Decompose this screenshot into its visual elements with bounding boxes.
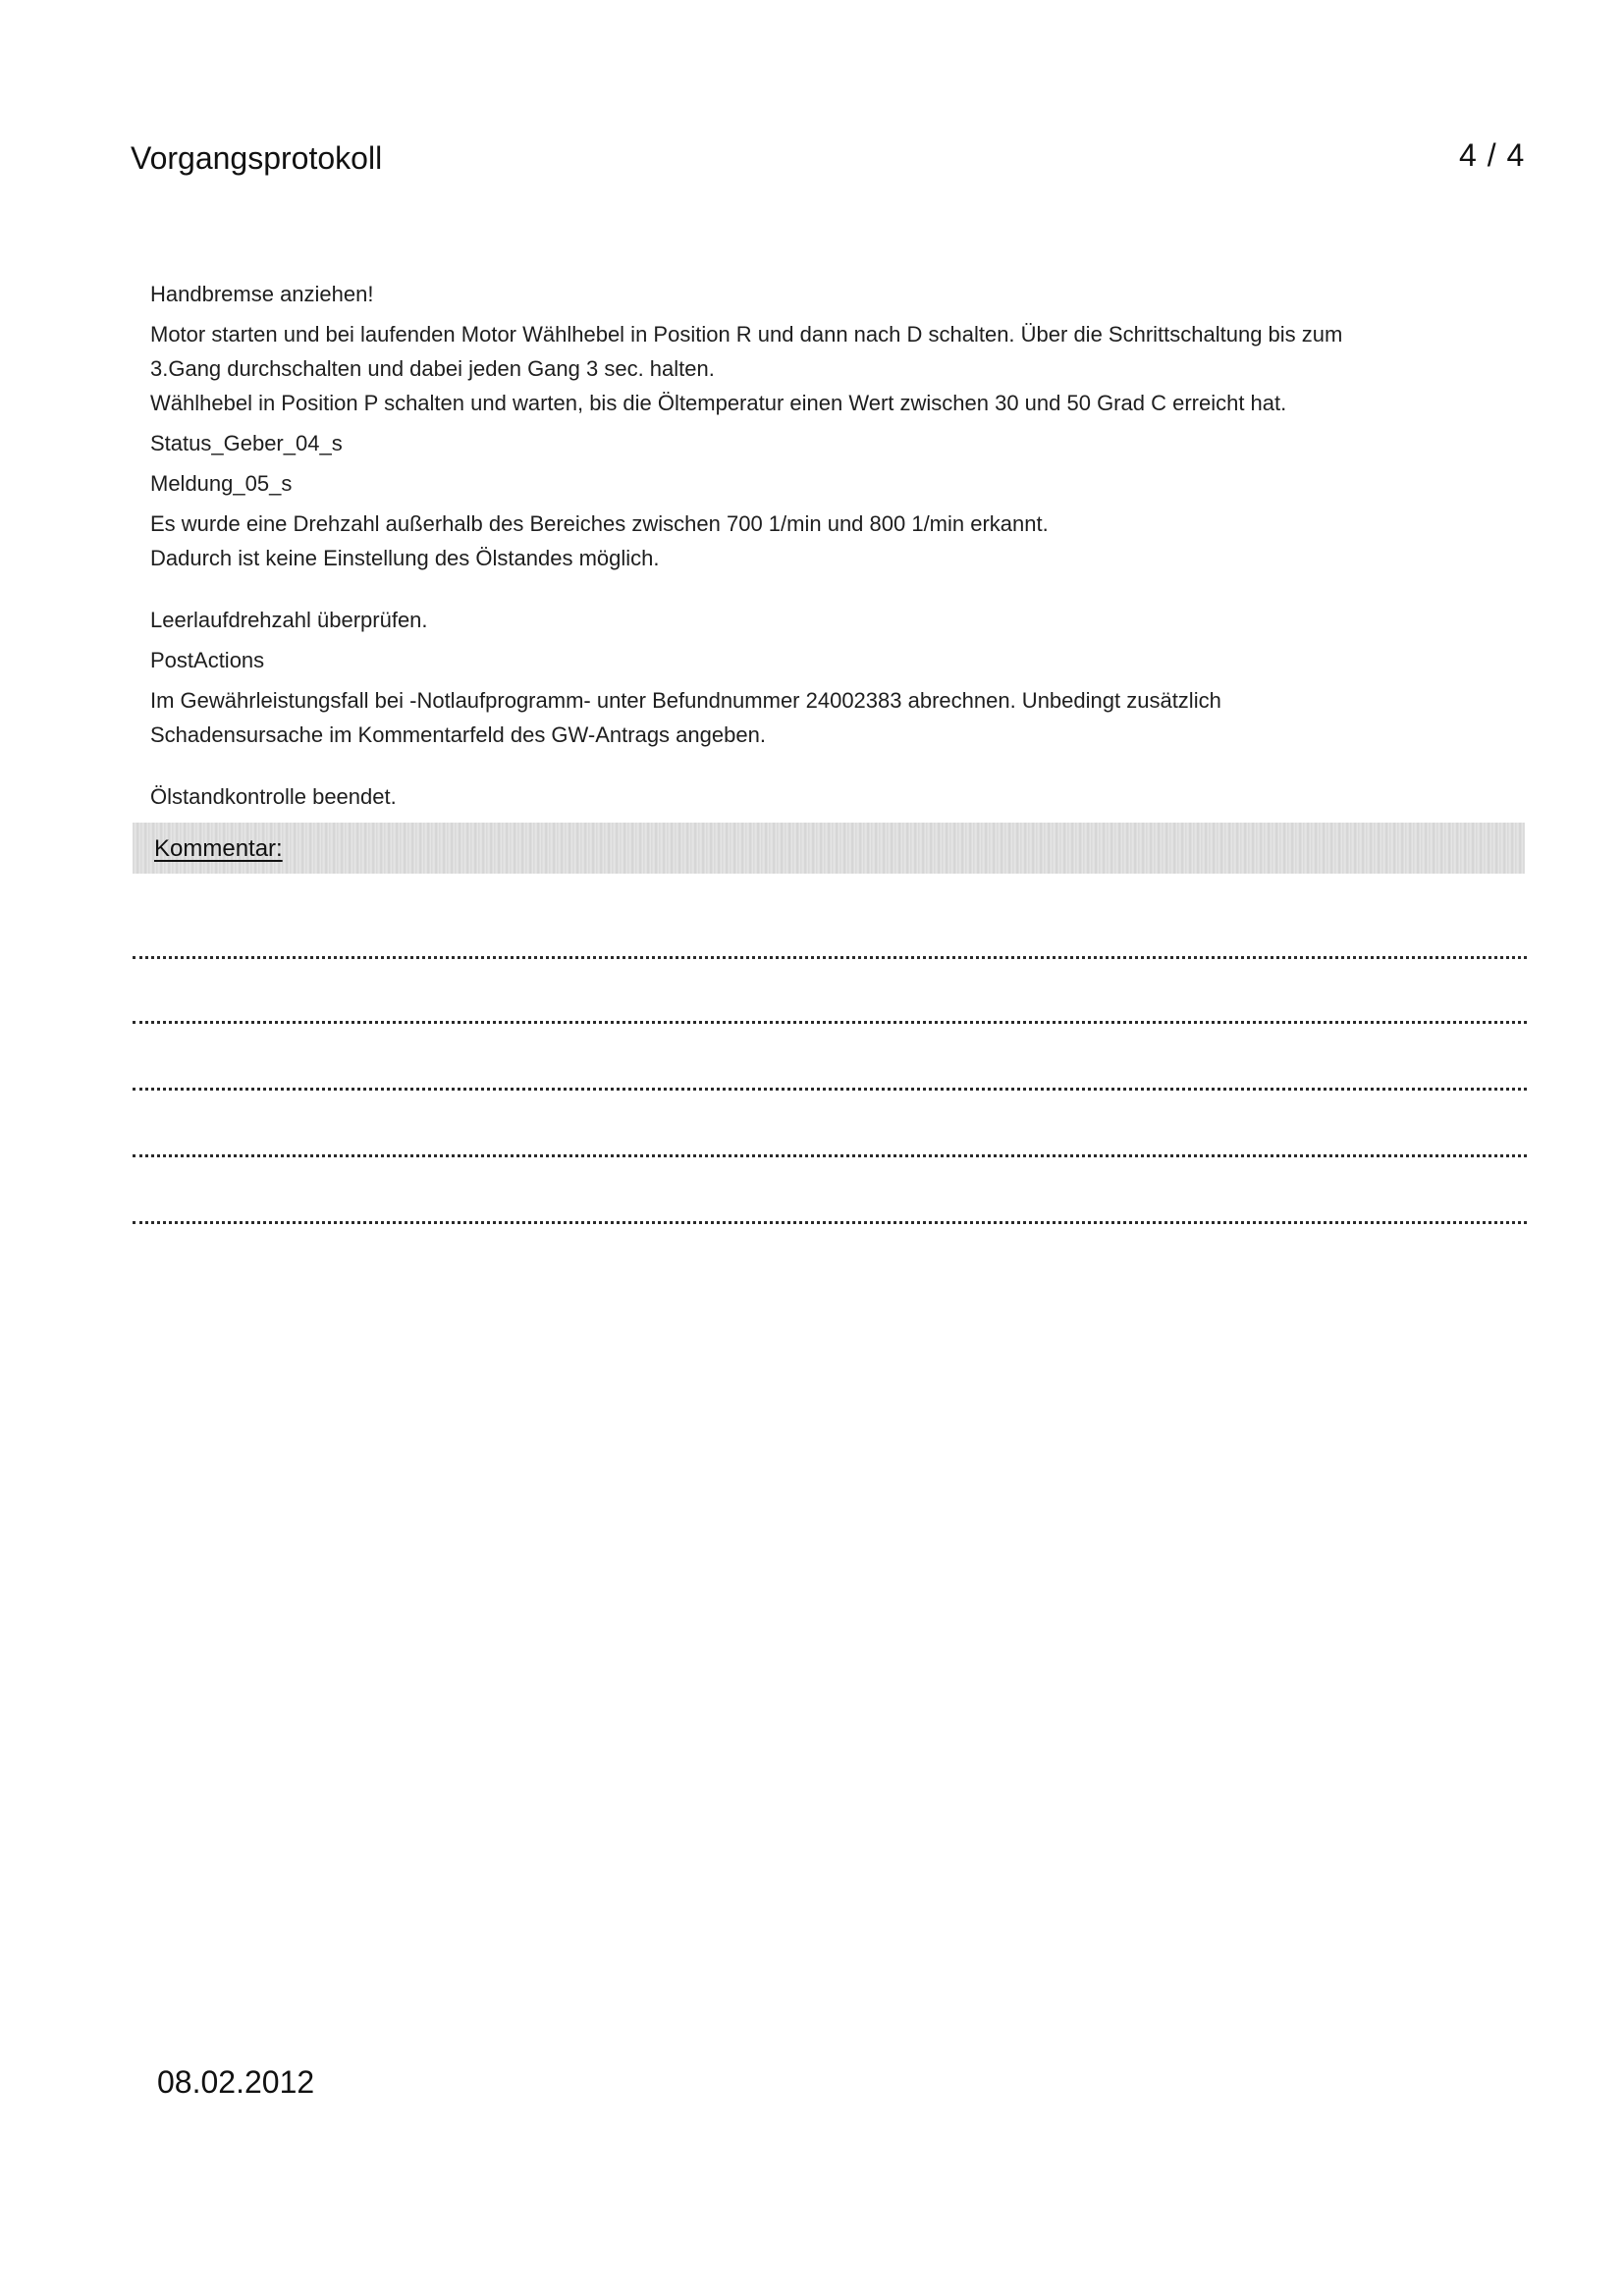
comment-line bbox=[133, 1021, 1527, 1024]
page-title: Vorgangsprotokoll bbox=[131, 140, 383, 176]
protocol-line: Leerlaufdrehzahl überprüfen. bbox=[150, 608, 428, 632]
protocol-line: 3.Gang durchschalten und dabei jeden Gang 3 sec. halten. bbox=[150, 356, 715, 381]
comment-line bbox=[133, 1154, 1527, 1157]
protocol-line: Wählhebel in Position P schalten und warten, bis die Öltemperatur einen Wert zwischen 30 und 50 Grad C erreicht hat. bbox=[150, 391, 1287, 415]
page-number: 4 / 4 bbox=[1459, 137, 1526, 173]
protocol-line: Status_Geber_04_s bbox=[150, 431, 343, 455]
comment-line bbox=[133, 956, 1527, 959]
protocol-line: Handbremse anziehen! bbox=[150, 282, 374, 306]
protocol-line: Im Gewährleistungsfall bei -Notlaufprogramm- unter Befundnummer 24002383 abrechnen. Unbedingt zusätzlich bbox=[150, 688, 1221, 713]
protocol-line: Schadensursache im Kommentarfeld des GW-Antrags angeben. bbox=[150, 722, 766, 747]
protocol-line: Ölstandkontrolle beendet. bbox=[150, 784, 397, 809]
protocol-line: Dadurch ist keine Einstellung des Ölstandes möglich. bbox=[150, 546, 660, 570]
protocol-line: PostActions bbox=[150, 648, 265, 672]
comment-line bbox=[133, 1221, 1527, 1224]
document-date: 08.02.2012 bbox=[157, 2064, 315, 2100]
comment-line bbox=[133, 1088, 1527, 1091]
protocol-text bbox=[150, 277, 1525, 814]
protocol-line: Meldung_05_s bbox=[150, 471, 293, 496]
comment-header-bar bbox=[133, 823, 1525, 874]
protocol-line: Motor starten und bei laufenden Motor Wählhebel in Position R und dann nach D schalten. Über die Schrittschaltung bis zum bbox=[150, 322, 1343, 347]
comment-label: Kommentar: bbox=[154, 835, 283, 862]
protocol-line: Es wurde eine Drehzahl außerhalb des Bereiches zwischen 700 1/min und 800 1/min erkannt. bbox=[150, 511, 1049, 536]
